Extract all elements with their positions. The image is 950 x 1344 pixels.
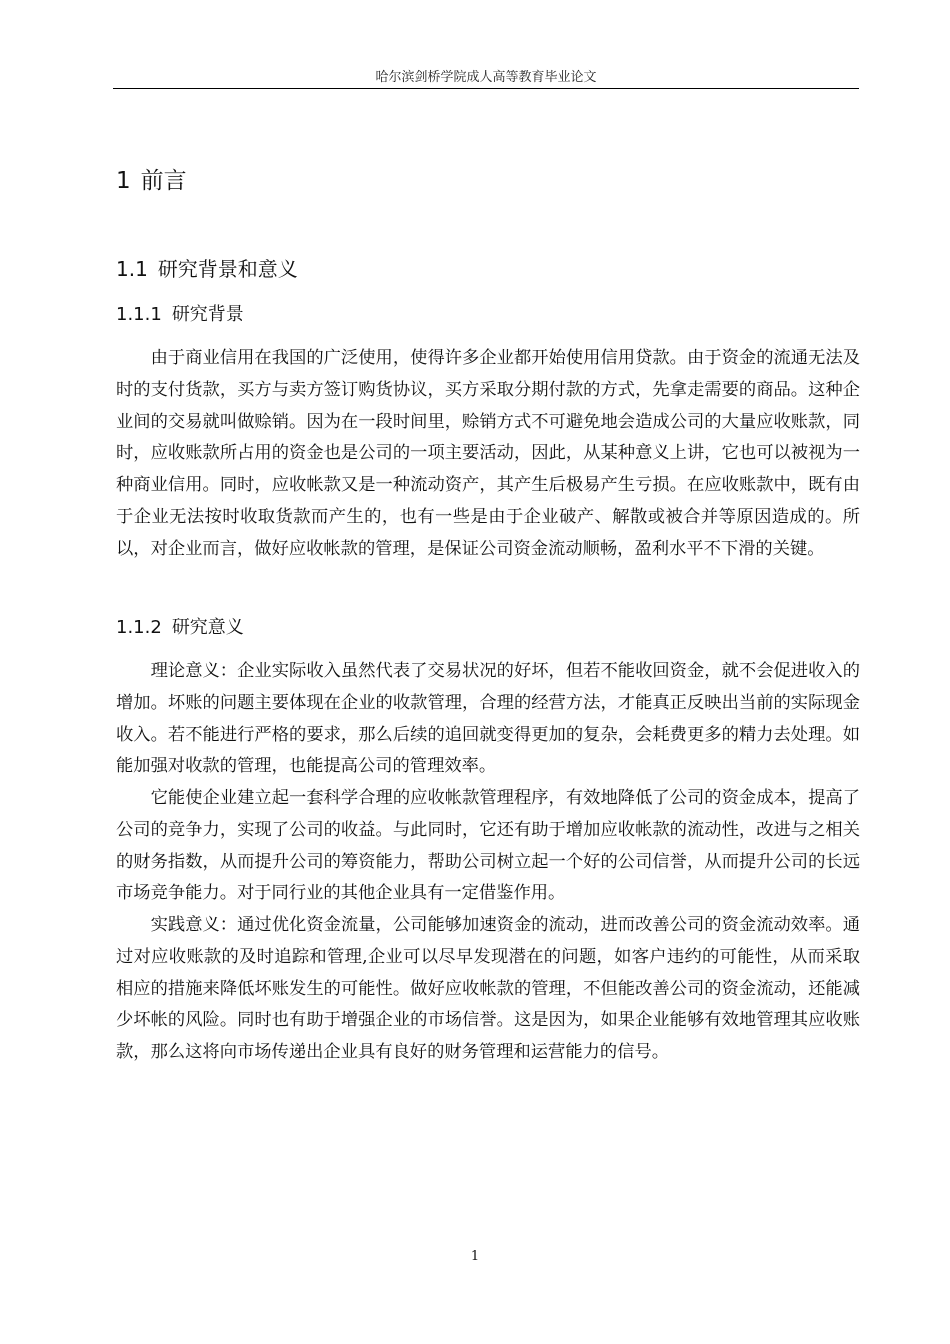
running-header: 哈尔滨剑桥学院成人高等教育毕业论文: [375, 70, 597, 85]
page-number: 1: [470, 1249, 480, 1264]
subsubsection-heading-significance: [116, 613, 244, 639]
section-heading: [116, 162, 187, 195]
paragraph-theoretical-significance: 理论意义：企业实际收入虽然代表了交易状况的好坏，但若不能收回资金，就不会促进收入的增加。坏账的问题主要体现在企业的收款管理，合理的经营方法，才能真正反映出当前的实际现金收入。若不能进行严格的要求，那么后续的追回就变得更加的复杂，会耗费更多的精力去处理。如能加强对收款的管理，也能提高公司的管理效率。: [116, 661, 860, 777]
subsection-title: 研究背景和意义: [157, 257, 298, 281]
subsubsection-heading-background: [116, 300, 244, 326]
subsection-heading: [116, 253, 298, 282]
subsubsection-title: 研究意义: [171, 617, 244, 638]
header-divider: [113, 88, 859, 89]
paragraph-background: 由于商业信用在我国的广泛使用，使得许多企业都开始使用信用贷款。由于资金的流通无法及时的支付货款，买方与卖方签订购货协议，买方采取分期付款的方式，先拿走需要的商品。这种企业间的交易就叫做赊销。因为在一段时间里，赊销方式不可避免地会造成公司的大量应收账款，同时，应收账款所占用的资金也是公司的一项主要活动，因此，从某种意义上讲，它也可以被视为一种商业信用。同时，应收帐款又是一种流动资产，其产生后极易产生亏损。在应收账款中，既有由于企业无法按时收取货款而产生的，也有一些是由于企业破产、解散或被合并等原因造成的。所以，对企业而言，做好应收帐款的管理，是保证公司资金流动顺畅，盈利水平不下滑的关键。: [116, 348, 860, 559]
paragraph-management-benefits: 它能使企业建立起一套科学合理的应收帐款管理程序，有效地降低了公司的资金成本，提高了公司的竞争力，实现了公司的收益。与此同时，它还有助于增加应收帐款的流动性，改进与之相关的财务指数，从而提升公司的筹资能力，帮助公司树立起一个好的公司信誉，从而提升公司的长远市场竞争能力。对于同行业的其他企业具有一定借鉴作用。: [116, 788, 860, 904]
subsection-number: 1.1: [116, 257, 148, 281]
subsubsection-title: 研究背景: [171, 304, 244, 325]
section-number: 1: [116, 168, 131, 194]
subsubsection-number: 1.1.2: [116, 617, 162, 638]
subsubsection-number: 1.1.1: [116, 304, 162, 325]
section-title: 前言: [140, 168, 187, 194]
paragraph-practical-significance: 实践意义：通过优化资金流量，公司能够加速资金的流动，进而改善公司的资金流动效率。通过对应收账款的及时追踪和管理,企业可以尽早发现潜在的问题，如客户违约的可能性，从而采取相应的措施来降低坏账发生的可能性。做好应收帐款的管理，不但能改善公司的资金流动，还能减少坏帐的风险。同时也有助于增强企业的市场信誉。这是因为，如果企业能够有效地管理其应收账款，那么这将向市场传递出企业具有良好的财务管理和运营能力的信号。: [116, 915, 860, 1063]
